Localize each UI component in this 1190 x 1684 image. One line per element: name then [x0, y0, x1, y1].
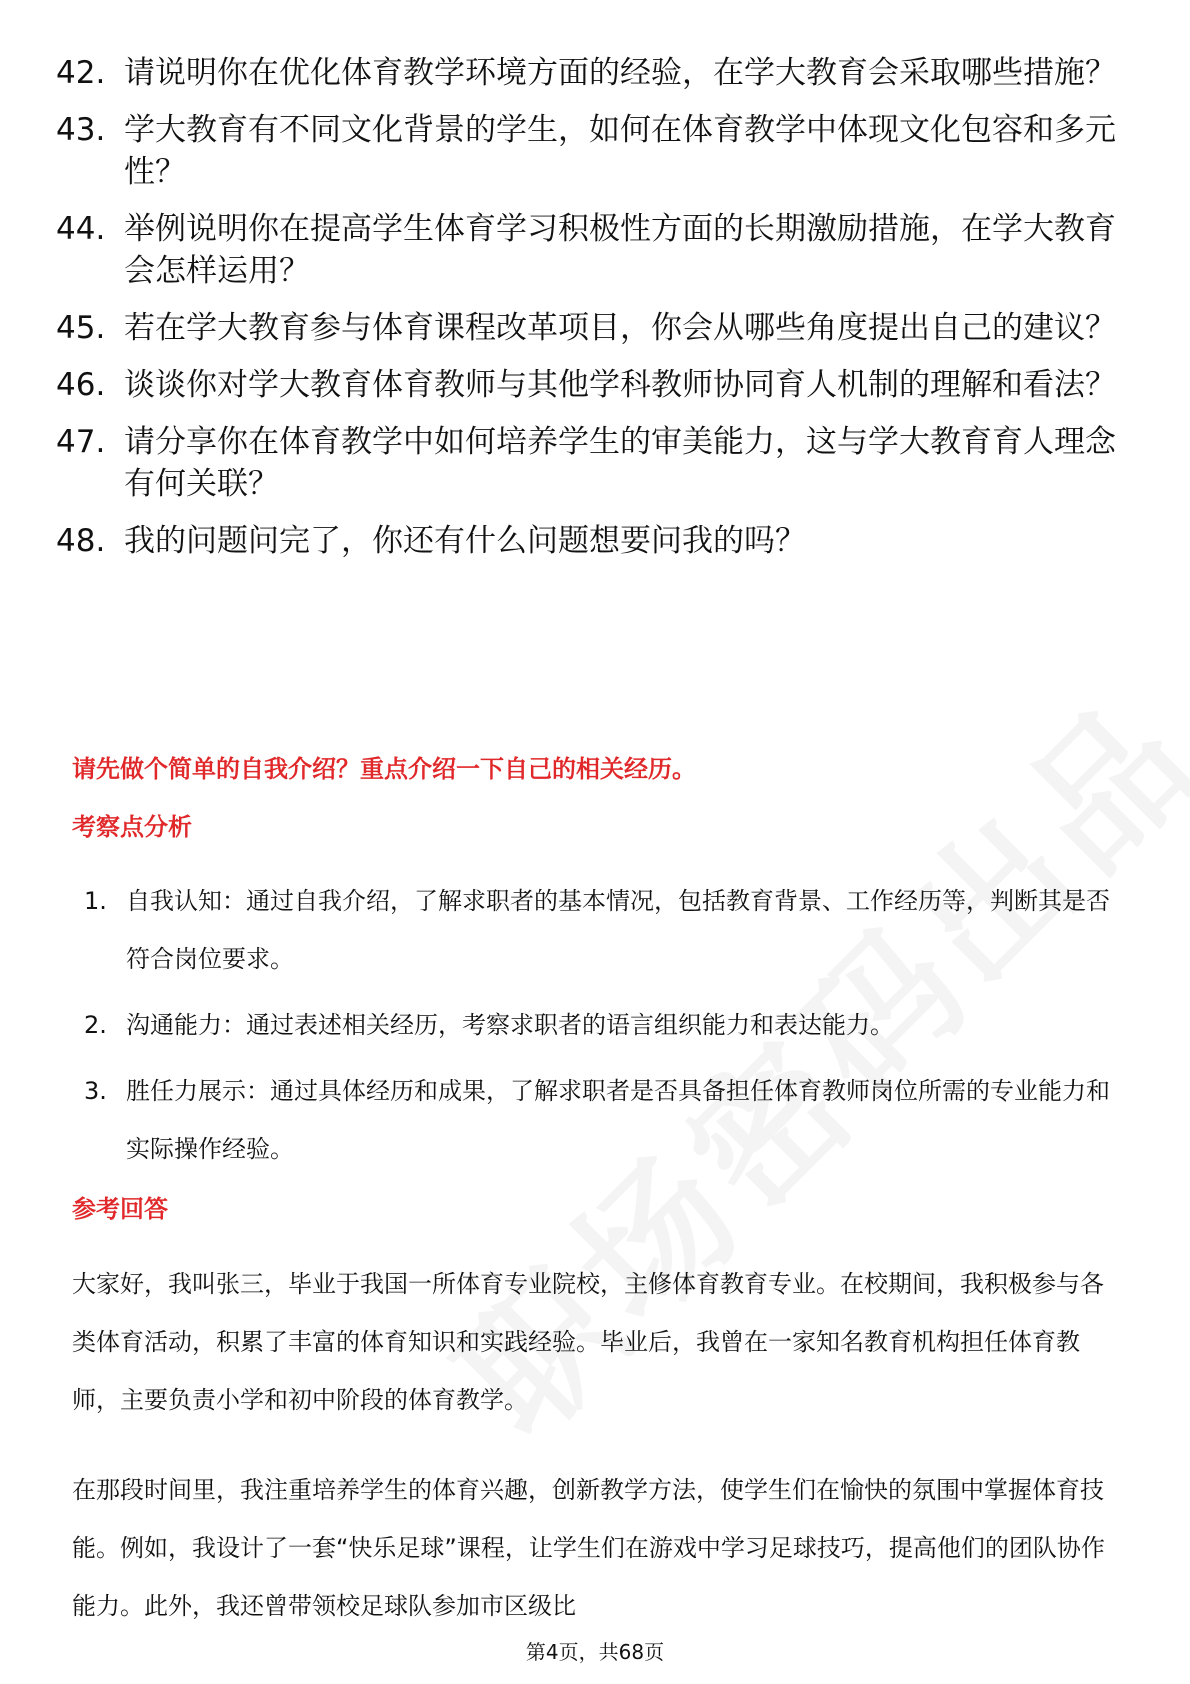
question-text: 学大教育有不同文化背景的学生，如何在体育教学中体现文化包容和多元性？ — [124, 112, 1116, 190]
answer-paragraph: 在那段时间里，我注重培养学生的体育兴趣，创新教学方法，使学生们在愉快的氛围中掌握体育技能。例如，我设计了一套“快乐足球”课程，让学生们在游戏中学习足球技巧，提高他们的团队协作能力。此外，我还曾带领校足球队参加市区级比 — [72, 1476, 1105, 1620]
analysis-number: 1. — [84, 887, 107, 915]
question-number: 48. — [56, 523, 106, 559]
question-item — [56, 52, 1116, 94]
analysis-item — [84, 872, 1120, 988]
question-text: 请说明你在优化体育教学环境方面的经验，在学大教育会采取哪些措施？ — [124, 55, 1116, 91]
analysis-number: 3. — [84, 1077, 107, 1105]
question-list — [56, 52, 1116, 577]
question-text: 我的问题问完了，你还有什么问题想要问我的吗？ — [124, 523, 806, 559]
question-text: 若在学大教育参与体育课程改革项目，你会从哪些角度提出自己的建议？ — [124, 310, 1116, 346]
answer-heading: 参考回答 — [72, 1195, 168, 1223]
intro-question-heading: 请先做个简单的自我介绍？重点介绍一下自己的相关经历。 — [72, 755, 696, 783]
answer-body — [72, 1255, 1120, 1667]
question-text: 谈谈你对学大教育体育教师与其他学科教师协同育人机制的理解和看法？ — [124, 367, 1116, 403]
question-text: 请分享你在体育教学中如何培养学生的审美能力，这与学大教育育人理念有何关联？ — [124, 424, 1116, 502]
question-number: 47. — [56, 424, 106, 460]
page-footer: 第4页，共68页 — [525, 1640, 665, 1664]
question-number: 46. — [56, 367, 106, 403]
question-item — [56, 208, 1116, 292]
question-item — [56, 421, 1116, 505]
question-number: 44. — [56, 211, 106, 247]
question-number: 42. — [56, 55, 106, 91]
question-item — [56, 109, 1116, 193]
analysis-list — [84, 872, 1120, 1186]
question-item — [56, 307, 1116, 349]
analysis-item — [84, 1062, 1120, 1178]
question-item — [56, 364, 1116, 406]
analysis-text: 沟通能力：通过表述相关经历，考察求职者的语言组织能力和表达能力。 — [126, 1011, 894, 1039]
question-item — [56, 520, 1116, 562]
analysis-heading: 考察点分析 — [72, 813, 192, 841]
question-text: 举例说明你在提高学生体育学习积极性方面的长期激励措施，在学大教育会怎样运用？ — [124, 211, 1116, 289]
analysis-item — [84, 996, 1120, 1054]
analysis-text: 自我认知：通过自我介绍，了解求职者的基本情况，包括教育背景、工作经历等，判断其是否符合岗位要求。 — [126, 887, 1110, 973]
question-number: 43. — [56, 112, 106, 148]
analysis-number: 2. — [84, 1011, 107, 1039]
analysis-text: 胜任力展示：通过具体经历和成果，了解求职者是否具备担任体育教师岗位所需的专业能力和实际操作经验。 — [126, 1077, 1110, 1163]
answer-paragraph: 大家好，我叫张三，毕业于我国一所体育专业院校，主修体育教育专业。在校期间，我积极参与各类体育活动，积累了丰富的体育知识和实践经验。毕业后，我曾在一家知名教育机构担任体育教师，主要负责小学和初中阶段的体育教学。 — [72, 1270, 1104, 1414]
question-number: 45. — [56, 310, 106, 346]
